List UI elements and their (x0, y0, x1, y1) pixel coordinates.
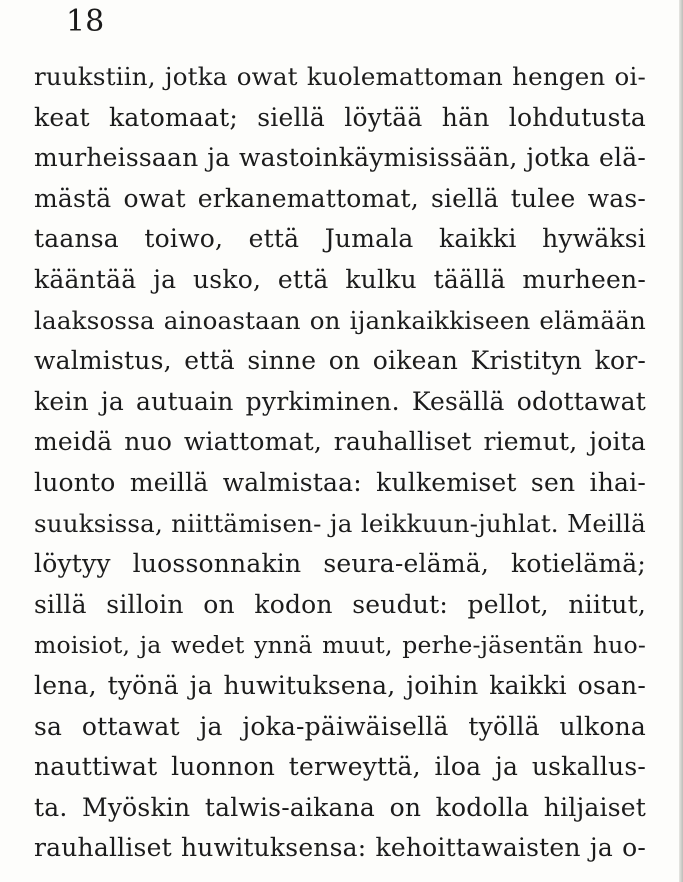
text-line: sa ottawat ja joka-päiwäisellä työllä ulkona (34, 711, 646, 741)
text-line: meidä nuo wiattomat, rauhalliset riemut, joita (34, 427, 646, 457)
text-line: mästä owat erkanemattomat, siellä tulee was- (34, 183, 646, 213)
text-line: nauttiwat luonnon terweyttä, iloa ja uskallus- (34, 752, 646, 782)
text-line: kääntää ja usko, että kulku täällä murheen- (34, 264, 646, 294)
text-line: taansa toiwo, että Jumala kaikki hywäksi (34, 224, 646, 254)
text-line: laaksossa ainoastaan on ijankaikkiseen elämään (34, 305, 646, 335)
text-line: suuksissa, niittämisen- ja leikkuun-juhlat. Meillä (34, 508, 646, 538)
text-line: ruukstiin, jotka owat kuolemattoman hengen oi- (34, 62, 646, 91)
text-line: murheissaan ja wastoinkäymisissään, jotka elä- (34, 143, 646, 173)
text-line: moisiot, ja wedet ynnä muut, perhe-jäsentän huo- (34, 631, 646, 660)
text-line: luonto meillä walmistaa: kulkemiset sen ihai- (34, 467, 646, 497)
text-line: rauhalliset huwituksensa: kehoittawaisten ja o- (34, 833, 646, 863)
text-line: kein ja autuain pyrkiminen. Kesällä odottawat (34, 386, 646, 416)
page-edge (679, 0, 683, 882)
text-line: walmistus, että sinne on oikean Kristityn kor- (34, 346, 646, 376)
text-line: keat katomaat; siellä löytää hän lohdutusta (34, 102, 646, 132)
body-text (34, 57, 646, 869)
text-line: lena, työnä ja huwituksena, joihin kaikki osan- (34, 670, 646, 700)
text-line: löytyy luossonnakin seura-elämä, kotielämä; (34, 549, 646, 579)
page-number: 18 (66, 4, 105, 39)
text-line: ta. Myöskin talwis-aikana on kodolla hiljaiset (34, 792, 646, 822)
text-line: sillä silloin on kodon seudut: pellot, niitut, (34, 589, 646, 619)
